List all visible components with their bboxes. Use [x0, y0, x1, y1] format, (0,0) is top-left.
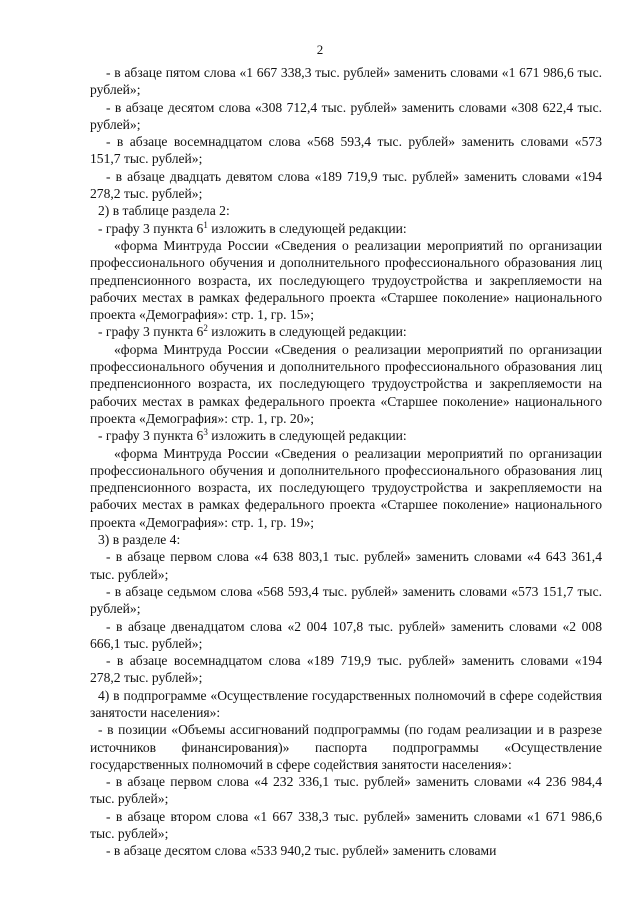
- paragraph-text: «форма Минтруда России «Сведения о реализации мероприятий по организации профессионального обучения и дополнительного профессионального образования лиц предпенсионного возраста, их последующего трудоустройства и закрепляемости на рабочих местах в рамках федерального проекта «Старшее поколение» национального проекта «Демография»: стр. 1, гр. 19»;: [90, 445, 602, 530]
- document-body: [90, 64, 602, 860]
- paragraph-text: - в абзаце двадцать девятом слова «189 719,9 тыс. рублей» заменить словами «194 278,2 тыс. рублей»;: [90, 168, 602, 202]
- paragraph-text: - в абзаце пятом слова «1 667 338,3 тыс. рублей» заменить словами «1 671 986,6 тыс. рублей»;: [90, 65, 602, 98]
- paragraph: [90, 168, 602, 203]
- paragraph: [90, 237, 602, 323]
- paragraph-text: - в абзаце десятом слова «533 940,2 тыс. рублей» заменить словами: [106, 843, 497, 859]
- paragraph: [90, 64, 602, 99]
- superscript: 1: [203, 219, 208, 230]
- paragraph: [90, 773, 602, 808]
- paragraph-text: - в абзаце восемнадцатом слова «568 593,4 тыс. рублей» заменить словами «573 151,7 тыс. рублей»;: [90, 134, 602, 167]
- paragraph: [90, 531, 602, 548]
- paragraph-text: 4) в подпрограмме «Осуществление государственных полномочий в сфере содействия занятости населения»:: [90, 687, 602, 720]
- superscript: 3: [203, 427, 208, 438]
- paragraph: [90, 618, 602, 653]
- paragraph-text: 3) в разделе 4:: [98, 532, 181, 548]
- paragraph: [90, 808, 602, 843]
- paragraph-text: - в абзаце первом слова «4 638 803,1 тыс. рублей» заменить словами «4 643 361,4 тыс. рублей»;: [90, 549, 602, 582]
- superscript: 2: [203, 323, 208, 334]
- paragraph: [90, 427, 602, 444]
- paragraph: [90, 133, 602, 168]
- paragraph-text: «форма Минтруда России «Сведения о реализации мероприятий по организации профессионального обучения и дополнительного профессионального образования лиц предпенсионного возраста, их последующего трудоустройства и закрепляемости на рабочих местах в рамках федерального проекта «Старшее поколение» национального проекта «Демография»: стр. 1, гр. 15»;: [90, 237, 602, 323]
- page-number: 2: [316, 42, 324, 57]
- paragraph-text: - в абзаце втором слова «1 667 338,3 тыс. рублей» заменить словами «1 671 986,6 тыс. рублей»;: [90, 808, 602, 842]
- paragraph: [90, 687, 602, 722]
- paragraph: [90, 652, 602, 687]
- paragraph: [90, 583, 602, 618]
- paragraph-text-after: изложить в следующей редакции:: [207, 220, 407, 236]
- paragraph-text: 2) в таблице раздела 2:: [98, 203, 230, 219]
- paragraph-text: - в абзаце восемнадцатом слова «189 719,9 тыс. рублей» заменить словами «194 278,2 тыс. рублей»;: [90, 653, 602, 686]
- paragraph-text: «форма Минтруда России «Сведения о реализации мероприятий по организации профессионального обучения и дополнительного профессионального образования лиц предпенсионного возраста, их последующего трудоустройства и закрепляемости на рабочих местах в рамках федерального проекта «Старшее поколение» национального проекта «Демография»: стр. 1, гр. 20»;: [90, 341, 602, 426]
- paragraph: [90, 202, 602, 219]
- paragraph: [90, 721, 602, 773]
- paragraph-text: - в абзаце седьмом слова «568 593,4 тыс. рублей» заменить словами «573 151,7 тыс. рублей»;: [90, 583, 602, 617]
- paragraph: [90, 842, 602, 859]
- paragraph-text: - графу 3 пункта 6: [98, 324, 204, 340]
- paragraph: [90, 220, 602, 237]
- paragraph: [90, 99, 602, 134]
- paragraph-text: - в абзаце первом слова «4 232 336,1 тыс. рублей» заменить словами «4 236 984,4 тыс. рублей»;: [90, 774, 602, 807]
- paragraph-text: - в абзаце десятом слова «308 712,4 тыс. рублей» заменить словами «308 622,4 тыс. рублей»;: [90, 99, 602, 132]
- paragraph: [90, 341, 602, 427]
- paragraph: [90, 548, 602, 583]
- paragraph-text: - в позиции «Объемы ассигнований подпрограммы (по годам реализации и в разрезе источников финансирования)» паспорта подпрограммы «Осуществление государственных полномочий в сфере содействия занятости населения»:: [90, 722, 602, 772]
- paragraph-text: - в абзаце двенадцатом слова «2 004 107,8 тыс. рублей» заменить словами «2 008 666,1 тыс. рублей»;: [90, 618, 602, 651]
- paragraph: [90, 323, 602, 340]
- paragraph-text: - графу 3 пункта 6: [98, 220, 204, 236]
- paragraph-text: - графу 3 пункта 6: [98, 428, 204, 444]
- paragraph-text-after: изложить в следующей редакции:: [207, 324, 407, 340]
- paragraph-text-after: изложить в следующей редакции:: [207, 428, 407, 444]
- paragraph: [90, 445, 602, 531]
